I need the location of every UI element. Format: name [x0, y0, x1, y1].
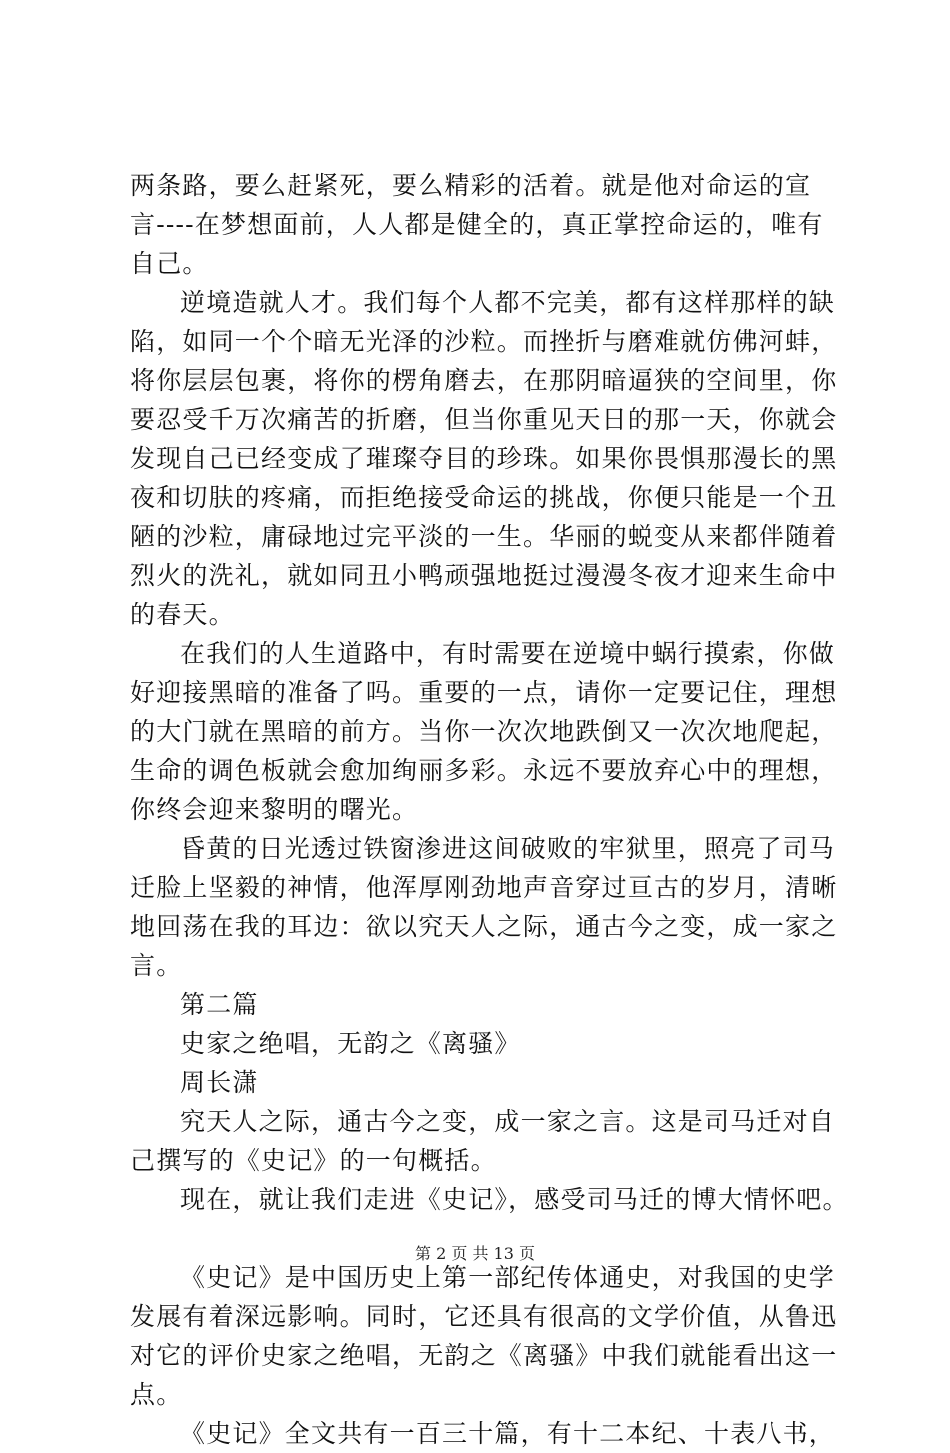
- text-line: 《史记》全文共有一百三十篇，有十二本纪、十表八书，: [180, 1419, 836, 1448]
- text-line: 陋的沙粒，庸碌地过完平淡的一生。华丽的蜕变从来都伴随着: [130, 522, 838, 551]
- page-footer: 第 2 页 共 13 页: [415, 1244, 535, 1263]
- text-line: 的春天。: [130, 600, 235, 629]
- text-line: 言。: [130, 951, 183, 980]
- text-line: 发现自己已经变成了璀璨夺目的珍珠。如果你畏惧那漫长的黑: [130, 444, 838, 473]
- text-line: 的大门就在黑暗的前方。当你一次次地跌倒又一次次地爬起，: [130, 717, 838, 746]
- text-line: 周长潇: [180, 1068, 259, 1097]
- text-line: 点。: [130, 1380, 183, 1409]
- text-line: 烈火的洗礼，就如同丑小鸭顽强地挺过漫漫冬夜才迎来生命中: [130, 561, 838, 590]
- text-line: 要忍受千万次痛苦的折磨，但当你重见天日的那一天，你就会: [130, 405, 838, 434]
- text-line: 夜和切肤的疼痛，而拒绝接受命运的挑战，你便只能是一个丑: [130, 483, 838, 512]
- text-line: 迁脸上坚毅的神情，他浑厚刚劲地声音穿过亘古的岁月，清晰: [130, 873, 838, 902]
- text-line: 对它的评价史家之绝唱，无韵之《离骚》中我们就能看出这一: [130, 1341, 838, 1370]
- text-line: 你终会迎来黎明的曙光。: [130, 795, 419, 824]
- text-line: 好迎接黑暗的准备了吗。重要的一点，请你一定要记住，理想: [130, 678, 838, 707]
- text-line: 陷，如同一个个暗无光泽的沙粒。而挫折与磨难就仿佛河蚌，: [130, 327, 838, 356]
- text-line: 发展有着深远影响。同时，它还具有很高的文学价值，从鲁迅: [130, 1302, 838, 1331]
- text-line: 己撰写的《史记》的一句概括。: [130, 1146, 497, 1175]
- text-line: 史家之绝唱，无韵之《离骚》: [180, 1029, 521, 1058]
- text-line: 生命的调色板就会愈加绚丽多彩。永远不要放弃心中的理想，: [130, 756, 838, 785]
- text-line: 将你层层包裹，将你的楞角磨去，在那阴暗逼狭的空间里，你: [130, 366, 838, 395]
- text-line: 《史记》是中国历史上第一部纪传体通史，对我国的史学: [180, 1263, 836, 1292]
- text-line: 在我们的人生道路中，有时需要在逆境中蜗行摸索，你做: [180, 639, 836, 668]
- text-line: 第二篇: [180, 990, 259, 1019]
- text-line: 逆境造就人才。我们每个人都不完美，都有这样那样的缺: [180, 288, 836, 317]
- text-line: 言----在梦想面前，人人都是健全的，真正掌控命运的，唯有: [130, 210, 824, 239]
- text-line: 现在，就让我们走进《史记》，感受司马迁的博大情怀吧。: [180, 1185, 849, 1214]
- text-line: 昏黄的日光透过铁窗渗进这间破败的牢狱里，照亮了司马: [180, 834, 836, 863]
- text-line: 自己。: [130, 249, 209, 278]
- text-line: 两条路，要么赶紧死，要么精彩的活着。就是他对命运的宣: [130, 171, 812, 200]
- text-line: 地回荡在我的耳边：欲以究天人之际，通古今之变，成一家之: [130, 912, 838, 941]
- text-line: 究天人之际，通古今之变，成一家之言。这是司马迁对自: [180, 1107, 836, 1136]
